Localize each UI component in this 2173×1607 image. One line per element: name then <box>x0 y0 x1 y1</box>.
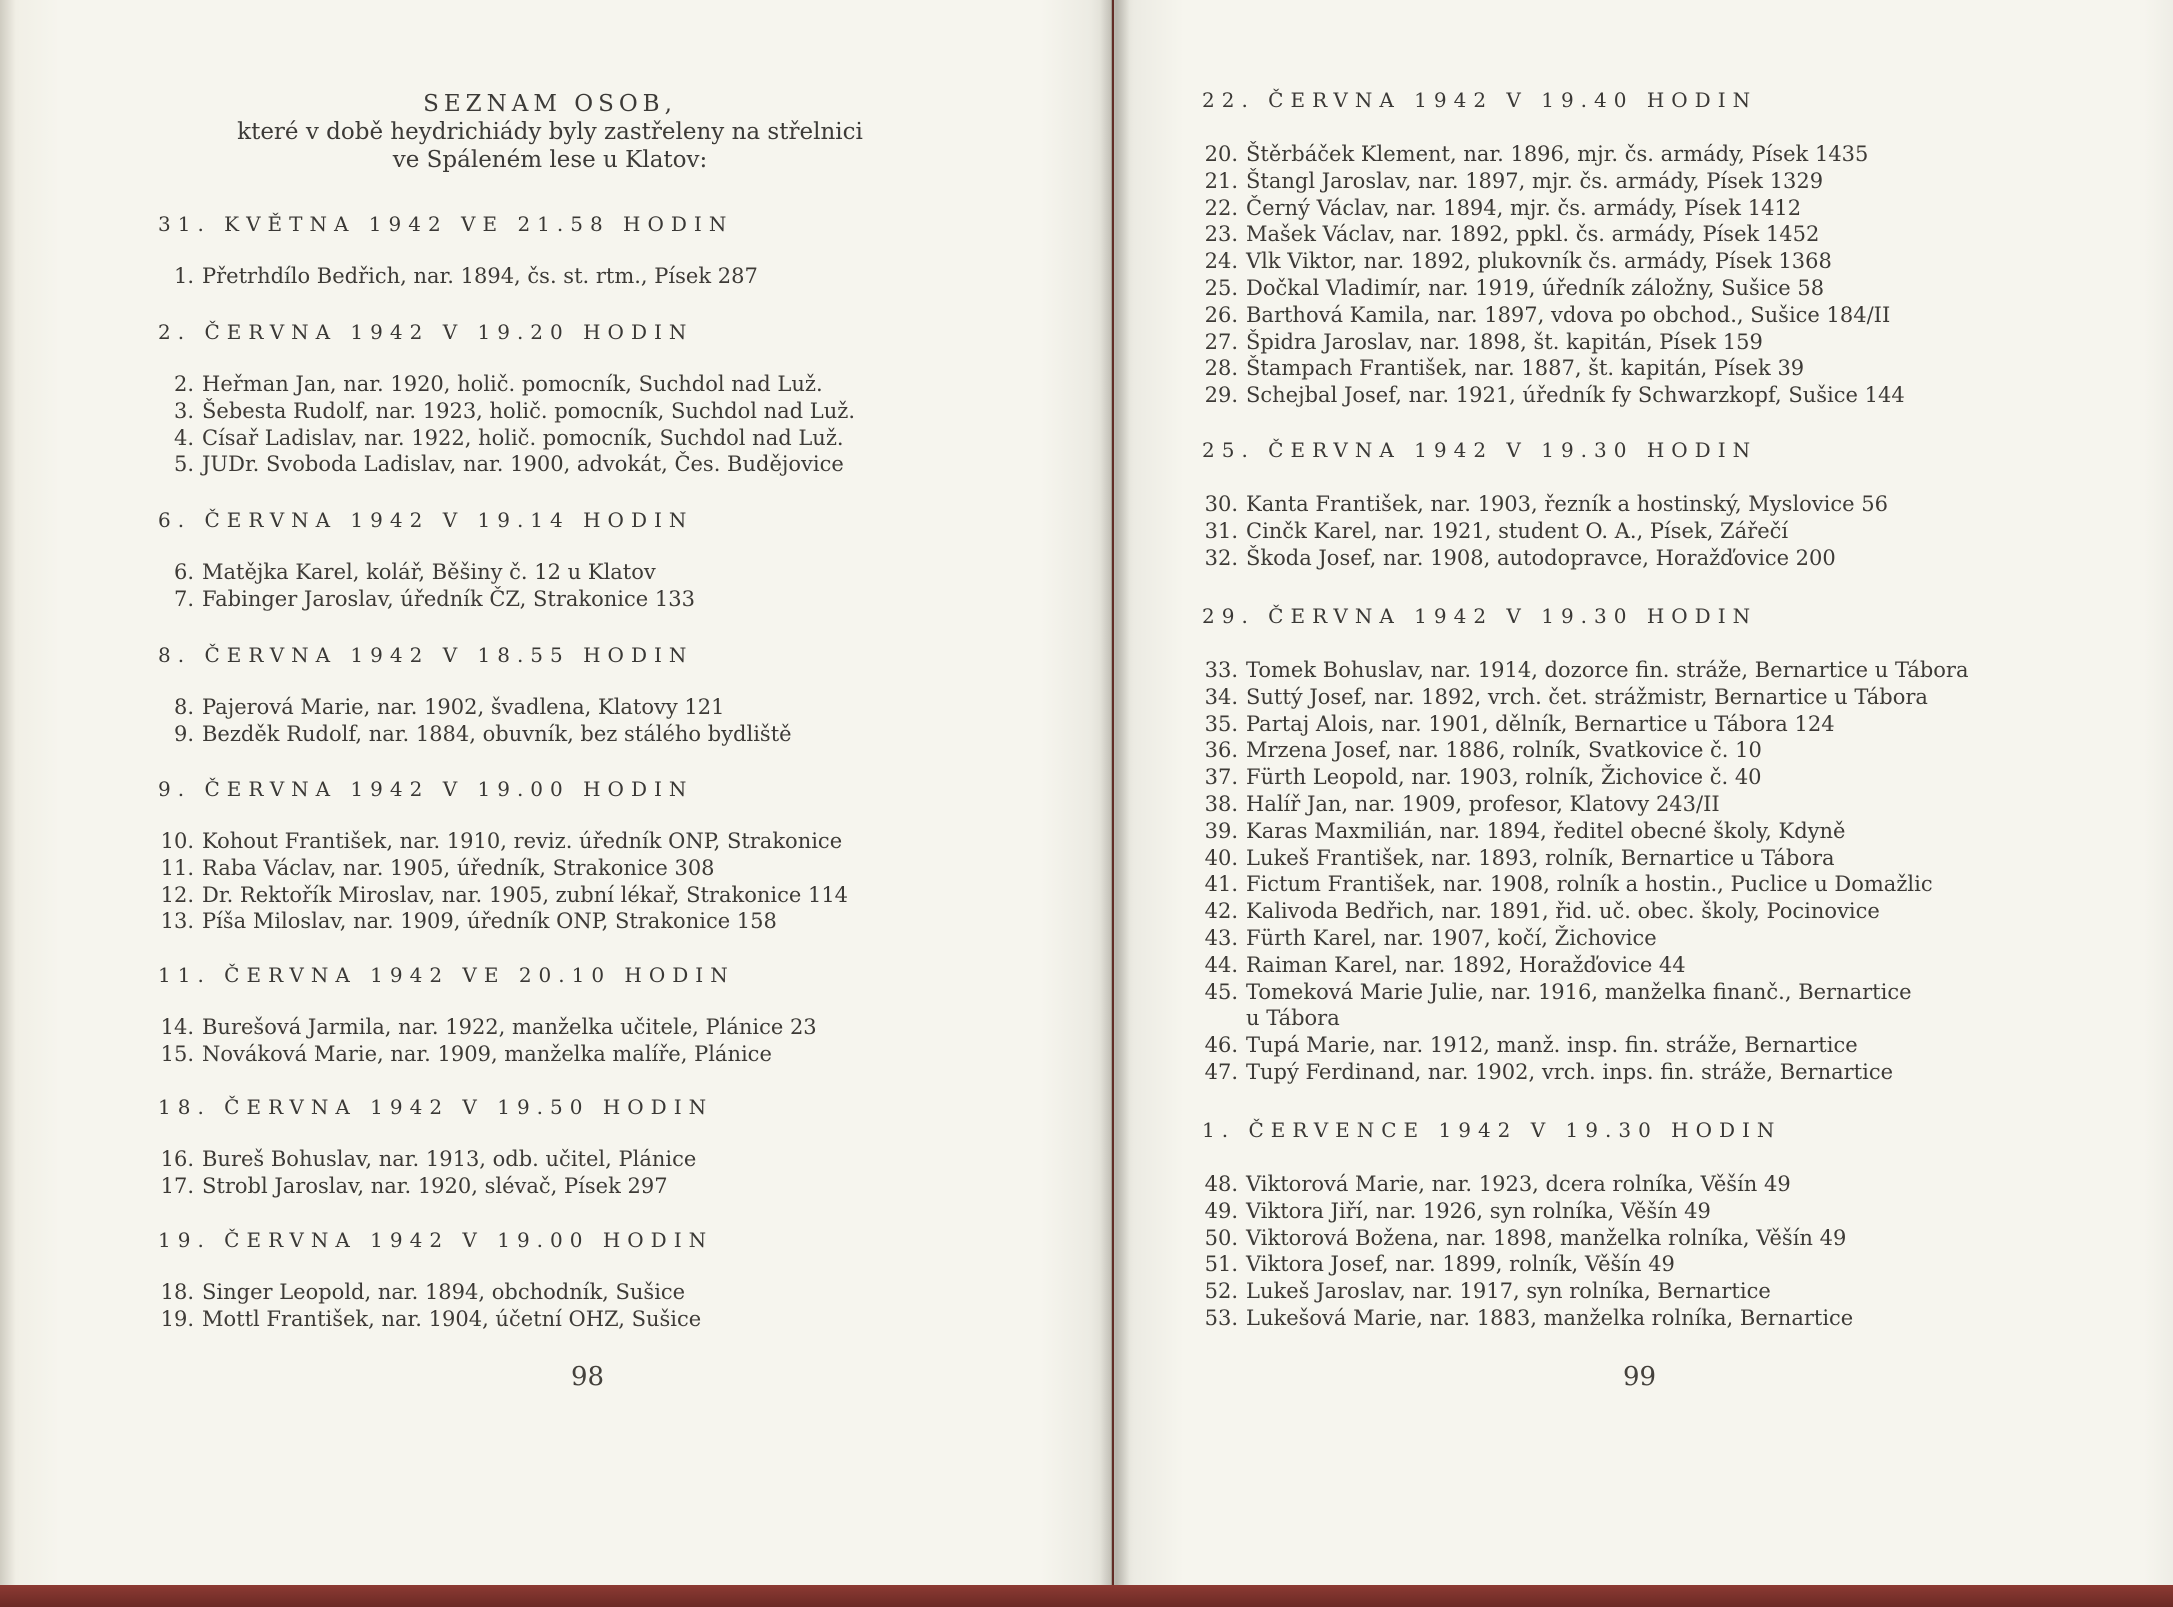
list-item-text: Tupý Ferdinand, nar. 1902, vrch. inps. fin. stráže, Bernartice <box>1246 1060 1894 1084</box>
list-item-text: Škoda Josef, nar. 1908, autodopravce, Horažďovice 200 <box>1246 545 1836 570</box>
section-heading: 19. ČERVNA 1942 V 19.00 HODIN <box>158 1228 714 1252</box>
list-item-text: Bureš Bohuslav, nar. 1913, odb. učitel, Plánice <box>202 1147 697 1171</box>
list-item-number: 16. <box>160 1147 194 1171</box>
book-cover-edge <box>0 1585 2173 1607</box>
list-item-number: 43. <box>1204 926 1238 950</box>
list-item-text: Burešová Jarmila, nar. 1922, manželka učitele, Plánice 23 <box>202 1015 817 1039</box>
list-item-text: Mašek Václav, nar. 1892, ppkl. čs. armády, Písek 1452 <box>1246 222 1820 247</box>
list-item <box>158 452 844 476</box>
list-item <box>1202 846 1835 870</box>
list-item-text: Singer Leopold, nar. 1894, obchodník, Sušice <box>202 1280 686 1304</box>
list-item-text: Kalivoda Bedřich, nar. 1891, řid. uč. obec. školy, Pocinovice <box>1246 899 1880 924</box>
list-item-number: 12. <box>160 882 194 907</box>
list-item <box>1202 1306 1853 1330</box>
list-item-number: 25. <box>1204 276 1238 300</box>
list-item-text: Raiman Karel, nar. 1892, Horažďovice 44 <box>1246 952 1686 977</box>
list-item-number: 22. <box>1204 195 1238 220</box>
list-item-number: 2. <box>173 372 194 396</box>
list-item-number: 29. <box>1204 383 1238 408</box>
list-item-text: Vlk Viktor, nar. 1892, plukovník čs. armády, Písek 1368 <box>1246 249 1832 274</box>
section-heading: 1. ČERVENCE 1942 V 19.30 HODIN <box>1202 1118 1782 1142</box>
list-item <box>158 587 695 611</box>
list-item-text: Štampach František, nar. 1887, št. kapitán, Písek 39 <box>1246 356 1805 381</box>
list-item-number: 23. <box>1204 222 1238 247</box>
list-item-text: Fürth Leopold, nar. 1903, rolník, Žichovice č. 40 <box>1246 765 1762 790</box>
list-item-number: 30. <box>1204 492 1238 516</box>
list-item <box>158 1174 668 1198</box>
list-item-text: Dr. Rektořík Miroslav, nar. 1905, zubní lékař, Strakonice 114 <box>202 882 849 907</box>
list-item <box>1202 980 1912 1004</box>
list-item-text: Fabinger Jaroslav, úředník ČZ, Strakonice 133 <box>202 586 695 611</box>
page-number-left: 98 <box>571 1362 605 1392</box>
list-item <box>1202 1006 1340 1030</box>
list-item-text: Matějka Karel, kolář, Běšiny č. 12 u Klatov <box>202 560 656 584</box>
list-item <box>1202 169 1823 193</box>
list-item <box>1202 926 1657 950</box>
list-item-number: 35. <box>1204 711 1238 736</box>
list-item-number: 9. <box>173 721 194 746</box>
right-page <box>1114 0 2173 1585</box>
list-item <box>1202 738 1762 762</box>
section-heading: 29. ČERVNA 1942 V 19.30 HODIN <box>1202 604 1758 628</box>
list-item-text: u Tábora <box>1246 1006 1340 1031</box>
list-item-number: 21. <box>1204 168 1238 193</box>
list-item-number: 46. <box>1204 1033 1238 1058</box>
list-item-number: 26. <box>1204 302 1238 327</box>
list-item-number: 3. <box>173 398 194 423</box>
list-item-number: 34. <box>1204 684 1238 709</box>
list-item-text: Špidra Jaroslav, nar. 1898, št. kapitán, Písek 159 <box>1246 329 1763 354</box>
list-item <box>1202 712 1835 736</box>
list-item-number: 40. <box>1204 845 1238 870</box>
list-item-number: 1. <box>173 264 194 288</box>
list-item-text: Raba Václav, nar. 1905, úředník, Strakonice 308 <box>202 855 715 880</box>
list-item-number: 45. <box>1204 979 1238 1004</box>
section-heading: 11. ČERVNA 1942 VE 20.10 HODIN <box>158 963 735 987</box>
list-item-number: 10. <box>160 829 194 853</box>
list-item <box>1202 196 1801 220</box>
section-heading: 2. ČERVNA 1942 V 19.20 HODIN <box>158 320 694 344</box>
list-item <box>1202 276 1824 300</box>
list-item <box>1202 546 1836 570</box>
list-item-number: 18. <box>160 1280 194 1304</box>
list-item-number: 33. <box>1204 658 1238 682</box>
list-item-text: Fürth Karel, nar. 1907, kočí, Žichovice <box>1246 926 1657 950</box>
list-item-number: 11. <box>160 855 194 880</box>
list-item-text: Píša Miloslav, nar. 1909, úředník ONP, Strakonice 158 <box>202 909 777 934</box>
list-item-text: Strobl Jaroslav, nar. 1920, slévač, Písek 297 <box>202 1173 668 1198</box>
list-subtitle-line-1: které v době heydrichiády byly zastřeleny na střelnici <box>237 119 863 145</box>
list-item-number: 5. <box>173 452 194 477</box>
list-item <box>1202 872 1933 896</box>
list-item-text: Viktora Jiří, nar. 1926, syn rolníka, Věšín 49 <box>1246 1198 1711 1223</box>
list-item <box>1202 1226 1846 1250</box>
section-heading: 8. ČERVNA 1942 V 18.55 HODIN <box>158 643 694 667</box>
list-item-text: Barthová Kamila, nar. 1897, vdova po obchod., Sušice 184/II <box>1246 302 1891 327</box>
list-item <box>1202 1252 1675 1276</box>
list-item <box>158 695 725 719</box>
list-item <box>1202 303 1890 327</box>
list-item <box>158 883 848 907</box>
list-item-number: 13. <box>160 909 194 934</box>
list-item-number: 38. <box>1204 792 1238 816</box>
list-item-text: Přetrhdílo Bedřich, nar. 1894, čs. st. rtm., Písek 287 <box>202 264 758 288</box>
list-item <box>1202 1172 1791 1196</box>
list-item-text: Mrzena Josef, nar. 1886, rolník, Svatkovice č. 10 <box>1246 738 1762 763</box>
list-item-number: 8. <box>173 695 194 719</box>
list-item <box>1202 222 1819 246</box>
list-item-number: 53. <box>1204 1306 1238 1330</box>
list-item <box>1202 1279 1771 1303</box>
list-item-number: 32. <box>1204 545 1238 570</box>
list-item <box>1202 330 1763 354</box>
list-item-text: Bezděk Rudolf, nar. 1884, obuvník, bez stálého bydliště <box>202 721 792 746</box>
list-item-text: Cinčk Karel, nar. 1921, student O. A., Písek, Zářečí <box>1246 518 1789 543</box>
list-item-text: Heřman Jan, nar. 1920, holič. pomocník, Suchdol nad Luž. <box>202 372 823 396</box>
section-heading: 6. ČERVNA 1942 V 19.14 HODIN <box>158 508 694 532</box>
list-item-number: 37. <box>1204 765 1238 790</box>
list-item-number: 47. <box>1204 1060 1238 1084</box>
list-item-text: Viktora Josef, nar. 1899, rolník, Věšín 49 <box>1246 1252 1675 1277</box>
list-item <box>1202 953 1686 977</box>
list-item <box>158 560 656 584</box>
list-item-text: Lukeš Jaroslav, nar. 1917, syn rolníka, Bernartice <box>1246 1279 1771 1304</box>
list-item-text: Dočkal Vladimír, nar. 1919, úředník záložny, Sušice 58 <box>1246 276 1825 300</box>
section-heading: 22. ČERVNA 1942 V 19.40 HODIN <box>1202 88 1758 112</box>
list-item-number: 4. <box>173 425 194 450</box>
section-heading: 18. ČERVNA 1942 V 19.50 HODIN <box>158 1095 714 1119</box>
list-header <box>200 90 900 174</box>
list-item-number: 6. <box>173 560 194 584</box>
list-item-number: 28. <box>1204 356 1238 381</box>
list-item-number: 31. <box>1204 518 1238 543</box>
list-item-number: 14. <box>160 1015 194 1039</box>
list-item-number: 50. <box>1204 1225 1238 1250</box>
list-item-text: Tomeková Marie Julie, nar. 1916, manželka finanč., Bernartice <box>1246 979 1912 1004</box>
list-item <box>158 1147 696 1171</box>
list-item-number: 20. <box>1204 142 1238 166</box>
list-item-text: JUDr. Svoboda Ladislav, nar. 1900, advokát, Čes. Budějovice <box>202 452 844 477</box>
list-item <box>1202 685 1928 709</box>
list-item <box>158 1042 772 1066</box>
list-item-text: Pajerová Marie, nar. 1902, švadlena, Klatovy 121 <box>202 695 725 719</box>
list-item <box>158 426 844 450</box>
list-item-text: Tupá Marie, nar. 1912, manž. insp. fin. stráže, Bernartice <box>1246 1033 1858 1058</box>
list-subtitle-line-2: ve Spáleném lese u Klatov: <box>392 147 708 173</box>
list-item <box>1202 792 1720 816</box>
list-item <box>1202 249 1832 273</box>
list-item-text: Lukeš František, nar. 1893, rolník, Bernartice u Tábora <box>1246 845 1835 870</box>
list-item-text: Partaj Alois, nar. 1901, dělník, Bernartice u Tábora 124 <box>1246 711 1835 736</box>
list-item <box>1202 356 1804 380</box>
list-item <box>1202 765 1762 789</box>
list-item-text: Viktorová Božena, nar. 1898, manželka rolníka, Věšín 49 <box>1246 1225 1847 1250</box>
page-number-right: 99 <box>1623 1362 1657 1392</box>
list-title: SEZNAM OSOB, <box>423 91 677 117</box>
list-item-number: 36. <box>1204 738 1238 763</box>
list-item <box>1202 1060 1893 1084</box>
section-heading: 9. ČERVNA 1942 V 19.00 HODIN <box>158 777 694 801</box>
section-heading: 25. ČERVNA 1942 V 19.30 HODIN <box>1202 438 1758 462</box>
list-item-number: 51. <box>1204 1252 1238 1277</box>
list-item-number: 49. <box>1204 1198 1238 1223</box>
list-item-number: 52. <box>1204 1279 1238 1304</box>
list-item <box>1202 1199 1711 1223</box>
list-item-number: 17. <box>160 1173 194 1198</box>
list-item <box>1202 819 1845 843</box>
list-item-text: Štěrbáček Klement, nar. 1896, mjr. čs. armády, Písek 1435 <box>1246 142 1869 166</box>
list-item-number: 27. <box>1204 329 1238 354</box>
list-item-text: Kohout František, nar. 1910, reviz. úředník ONP, Strakonice <box>202 829 843 853</box>
list-item <box>158 399 855 423</box>
list-item-number: 42. <box>1204 899 1238 924</box>
list-item-number: 44. <box>1204 952 1238 977</box>
list-item <box>1202 658 1968 682</box>
list-item <box>1202 492 1888 516</box>
list-item-text: Suttý Josef, nar. 1892, vrch. čet. strážmistr, Bernartice u Tábora <box>1246 684 1928 709</box>
list-item-text: Halíř Jan, nar. 1909, profesor, Klatovy 243/II <box>1246 792 1720 816</box>
list-item-text: Mottl František, nar. 1904, účetní OHZ, Sušice <box>202 1306 702 1331</box>
list-item <box>158 856 715 880</box>
list-item <box>158 909 777 933</box>
list-item <box>158 829 842 853</box>
list-item-text: Císař Ladislav, nar. 1922, holič. pomocník, Suchdol nad Luž. <box>202 425 844 450</box>
section-heading: 31. KVĚTNA 1942 VE 21.58 HODIN <box>158 212 734 236</box>
list-item-text: Šebesta Rudolf, nar. 1923, holič. pomocník, Suchdol nad Luž. <box>202 398 856 423</box>
list-item-number: 39. <box>1204 818 1238 843</box>
list-item-text: Schejbal Josef, nar. 1921, úředník fy Schwarzkopf, Sušice 144 <box>1246 383 1905 408</box>
list-item <box>158 1307 701 1331</box>
list-item-number: 15. <box>160 1041 194 1066</box>
list-item-text: Viktorová Marie, nar. 1923, dcera rolníka, Věšín 49 <box>1246 1172 1791 1196</box>
list-item <box>158 264 758 288</box>
list-item <box>1202 519 1788 543</box>
list-item-text: Černý Václav, nar. 1894, mjr. čs. armády, Písek 1412 <box>1246 195 1802 220</box>
list-item <box>158 372 823 396</box>
list-item <box>1202 142 1868 166</box>
list-item <box>1202 383 1905 407</box>
list-item <box>158 1015 817 1039</box>
list-item-number: 19. <box>160 1306 194 1331</box>
list-item-text: Karas Maxmilián, nar. 1894, ředitel obecné školy, Kdyně <box>1246 818 1846 843</box>
list-item-number: 24. <box>1204 249 1238 274</box>
list-item-number: 7. <box>173 586 194 611</box>
list-item-number: 48. <box>1204 1172 1238 1196</box>
list-item-text: Nováková Marie, nar. 1909, manželka malíře, Plánice <box>202 1041 772 1066</box>
list-item-text: Kanta František, nar. 1903, řezník a hostinský, Myslovice 56 <box>1246 492 1888 516</box>
list-item-text: Štangl Jaroslav, nar. 1897, mjr. čs. armády, Písek 1329 <box>1246 168 1824 193</box>
list-item-text: Lukešová Marie, nar. 1883, manželka rolníka, Bernartice <box>1246 1306 1854 1330</box>
list-item-text: Tomek Bohuslav, nar. 1914, dozorce fin. stráže, Bernartice u Tábora <box>1246 658 1969 682</box>
list-item <box>1202 1033 1858 1057</box>
list-item <box>1202 899 1880 923</box>
list-item-number: 41. <box>1204 872 1238 897</box>
list-item <box>158 722 792 746</box>
list-item-text: Fictum František, nar. 1908, rolník a hostin., Puclice u Domažlic <box>1246 872 1933 897</box>
list-item <box>158 1280 685 1304</box>
